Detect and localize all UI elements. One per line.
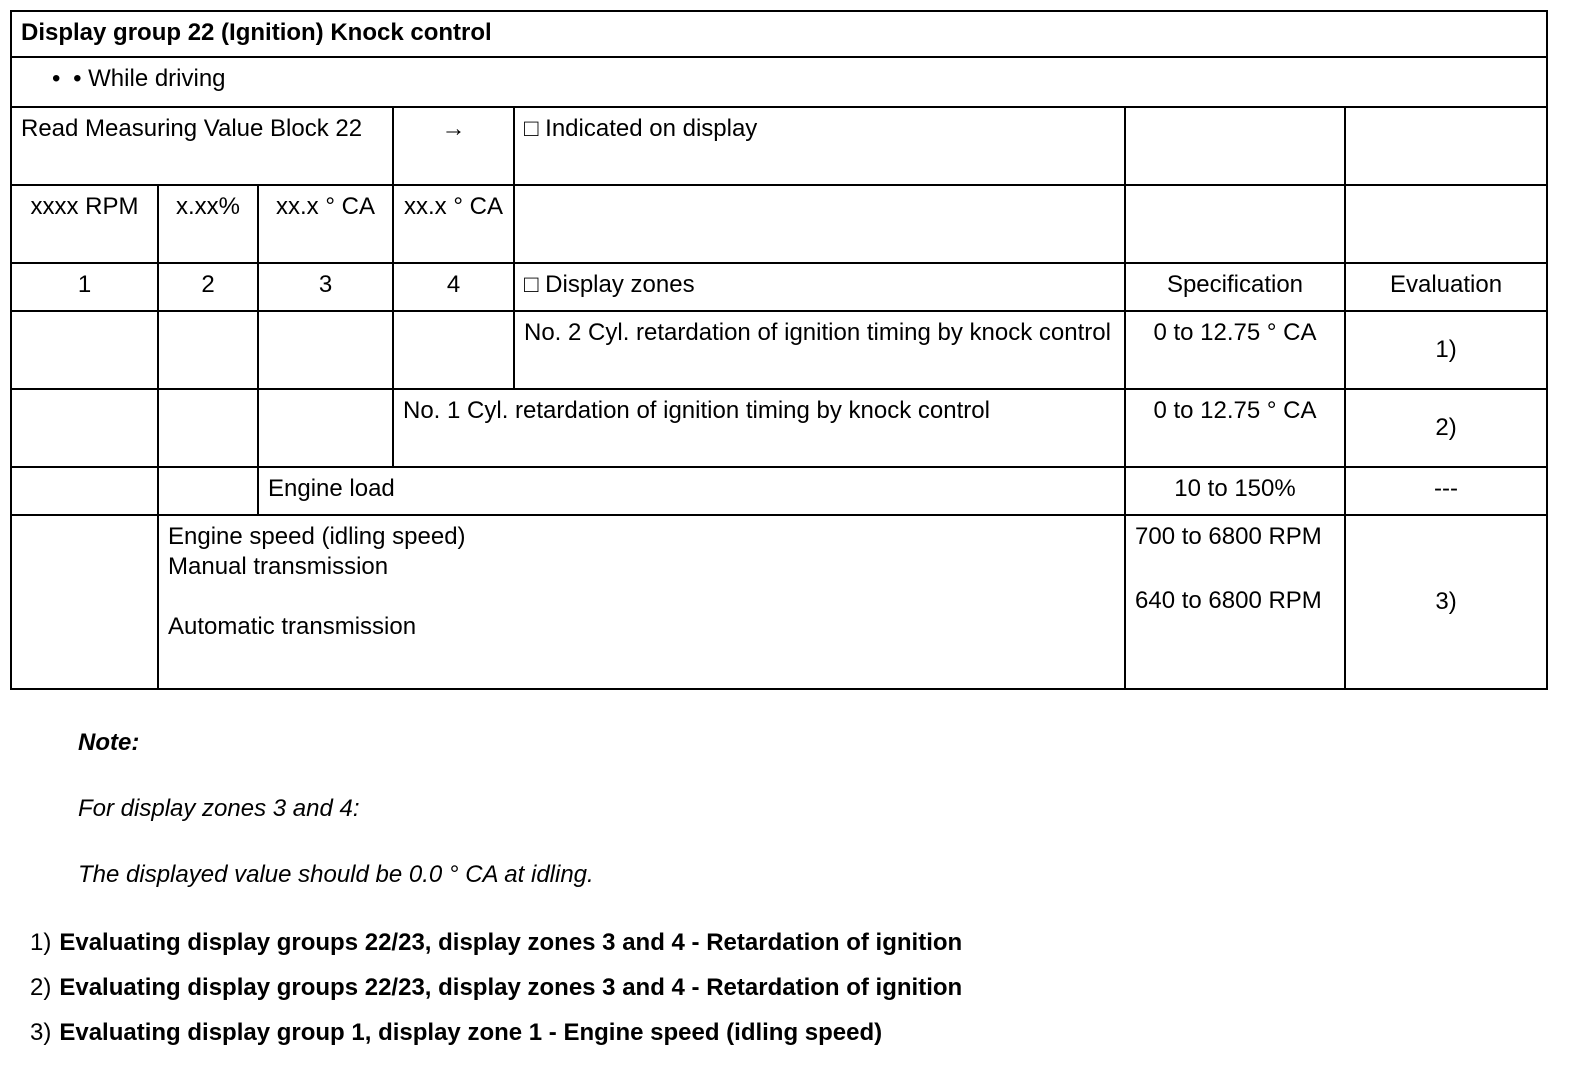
table-row: [11, 467, 1547, 515]
row-eval: 1): [1345, 311, 1547, 389]
knock-control-table: [10, 10, 1548, 690]
note-line: The displayed value should be 0.0 ° CA at idling.: [78, 861, 594, 888]
footnote-text: Evaluating display group 1, display zone 1 - Engine speed (idling speed): [59, 1019, 883, 1046]
spec-automatic: 640 to 6800 RPM: [1135, 587, 1322, 614]
display-value-4: xx.x ° CA: [393, 185, 514, 263]
table-row: [11, 389, 1547, 467]
empty-cell: [258, 311, 393, 389]
condition-text: • While driving: [73, 65, 226, 92]
footnotes: [30, 928, 962, 1063]
empty-cell: [11, 389, 158, 467]
display-value-3: xx.x ° CA: [258, 185, 393, 263]
evaluation-header: Evaluation: [1345, 263, 1547, 311]
empty-cell: [158, 311, 258, 389]
footnote-text: Evaluating display groups 22/23, display zones 3 and 4 - Retardation of ignition: [59, 929, 963, 956]
empty-cell: [1125, 107, 1345, 185]
empty-cell: [393, 311, 514, 389]
condition-row: [11, 57, 1547, 107]
indicated-label: □ Indicated on display: [514, 107, 1125, 185]
empty-cell: [158, 467, 258, 515]
automatic-transmission-label: Automatic transmission: [168, 613, 417, 640]
row-spec: 0 to 12.75 ° CA: [1125, 389, 1345, 467]
table-row: [11, 515, 1547, 689]
empty-cell: [1125, 185, 1345, 263]
engine-speed-spec-cell: [1125, 515, 1345, 689]
engine-speed-eval: 3): [1345, 515, 1547, 689]
row-eval: ---: [1345, 467, 1547, 515]
empty-cell: [11, 467, 158, 515]
display-value-1: xxxx RPM: [11, 185, 158, 263]
footnote-text: Evaluating display groups 22/23, display zones 3 and 4 - Retardation of ignition: [59, 974, 963, 1001]
footnote: [30, 928, 962, 973]
display-zones-label: □ Display zones: [514, 263, 1125, 311]
footnote-number: 2): [30, 974, 52, 1001]
footnote-number: 1): [30, 929, 52, 956]
table-row: [11, 311, 1547, 389]
bullet-icon: •: [52, 65, 61, 92]
engine-speed-label: Engine speed (idling speed): [168, 523, 466, 550]
empty-cell: [158, 389, 258, 467]
read-block-cell: Read Measuring Value Block 22: [11, 107, 393, 185]
manual-transmission-label: Manual transmission: [168, 553, 389, 580]
note-block: [78, 728, 594, 926]
empty-cell: [258, 389, 393, 467]
zone-number-4: 4: [393, 263, 514, 311]
empty-cell: [1345, 107, 1547, 185]
spec-manual: 700 to 6800 RPM: [1135, 523, 1322, 550]
empty-cell: [1345, 185, 1547, 263]
row-description: No. 2 Cyl. retardation of ignition timing by knock control: [514, 311, 1125, 389]
row-description: No. 1 Cyl. retardation of ignition timing by knock control: [393, 389, 1125, 467]
row-spec: 0 to 12.75 ° CA: [1125, 311, 1345, 389]
specification-header: Specification: [1125, 263, 1345, 311]
table-title: Display group 22 (Ignition) Knock control: [11, 11, 1547, 57]
row-description: Engine load: [258, 467, 1125, 515]
row-spec: 10 to 150%: [1125, 467, 1345, 515]
engine-speed-cell: [158, 515, 1125, 689]
zone-number-3: 3: [258, 263, 393, 311]
footnote: [30, 973, 962, 1018]
footnote-number: 3): [30, 1019, 52, 1046]
zone-number-2: 2: [158, 263, 258, 311]
arrow-icon: →: [393, 107, 514, 185]
empty-cell: [514, 185, 1125, 263]
footnote: [30, 1018, 962, 1063]
empty-cell: [11, 311, 158, 389]
zone-number-1: 1: [11, 263, 158, 311]
row-eval: 2): [1345, 389, 1547, 467]
display-value-2: x.xx%: [158, 185, 258, 263]
note-title: Note:: [78, 729, 140, 756]
note-line: For display zones 3 and 4:: [78, 795, 360, 822]
empty-cell: [11, 515, 158, 689]
